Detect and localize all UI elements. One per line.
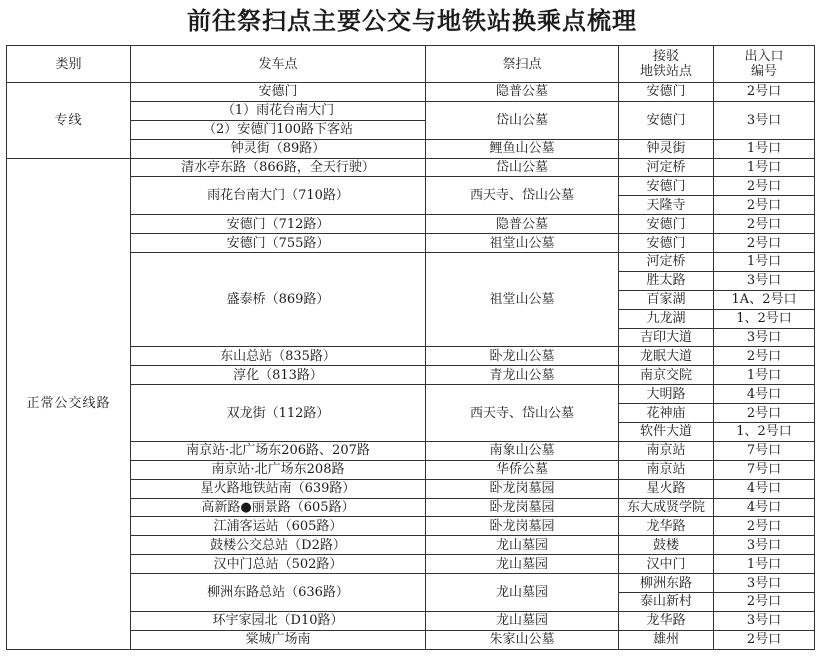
departure-cell: 棠城广场南 [131, 630, 426, 649]
cemetery-cell: 朱家山公墓 [426, 630, 619, 649]
exit-cell: 3号口 [714, 101, 815, 139]
station-cell: 鼓楼 [619, 536, 714, 555]
departure-cell: 清水亭东路（866路，全天行驶） [131, 158, 426, 177]
exit-cell: 1A、2号口 [714, 290, 815, 309]
category-regular: 正常公交线路 [7, 158, 131, 649]
header-category: 类别 [7, 46, 131, 83]
departure-cell: 淳化（813路） [131, 366, 426, 385]
departure-cell: 汉中门总站（502路） [131, 555, 426, 574]
exit-cell: 2号口 [714, 630, 815, 649]
departure-cell: 双龙街（112路） [131, 385, 426, 442]
exit-cell: 2号口 [714, 196, 815, 215]
cemetery-cell: 西天寺、岱山公墓 [426, 177, 619, 215]
station-cell: 安德门 [619, 177, 714, 196]
exit-cell: 2号口 [714, 347, 815, 366]
cemetery-cell: 龙山墓园 [426, 574, 619, 612]
exit-cell: 4号口 [714, 498, 815, 517]
cemetery-cell: 龙山墓园 [426, 555, 619, 574]
cemetery-cell: 鲤鱼山公墓 [426, 139, 619, 158]
cemetery-cell: 华侨公墓 [426, 460, 619, 479]
exit-cell: 2号口 [714, 404, 815, 423]
cemetery-cell: 隐普公墓 [426, 215, 619, 234]
exit-cell: 1号口 [714, 555, 815, 574]
header-departure: 发车点 [131, 46, 426, 83]
cemetery-cell: 岱山公墓 [426, 101, 619, 139]
category-special: 专线 [7, 83, 131, 159]
departure-cell: 鼓楼公交总站（D2路） [131, 536, 426, 555]
departure-cell: 江浦客运站（605路） [131, 517, 426, 536]
exit-cell: 2号口 [714, 215, 815, 234]
header-cemetery: 祭扫点 [426, 46, 619, 83]
station-cell: 雄州 [619, 630, 714, 649]
header-station [619, 46, 714, 83]
cemetery-cell: 龙山墓园 [426, 536, 619, 555]
station-cell: 百家湖 [619, 290, 714, 309]
departure-cell: 南京站·北广场东206路、207路 [131, 441, 426, 460]
exit-cell: 2号口 [714, 517, 815, 536]
departure-cell: 安德门 [131, 83, 426, 102]
cemetery-cell: 岱山公墓 [426, 158, 619, 177]
cemetery-cell: 卧龙岗墓园 [426, 517, 619, 536]
station-cell: 安德门 [619, 83, 714, 102]
header-exit [714, 46, 815, 83]
exit-cell: 3号口 [714, 611, 815, 630]
station-cell: 九龙湖 [619, 309, 714, 328]
table-row [7, 83, 815, 102]
station-cell: 星火路 [619, 479, 714, 498]
station-cell: 大明路 [619, 385, 714, 404]
departure-cell: 南京站·北广场东208路 [131, 460, 426, 479]
departure-cell: 高新路●丽景路（605路） [131, 498, 426, 517]
exit-cell: 7号口 [714, 460, 815, 479]
station-cell: 胜太路 [619, 271, 714, 290]
station-cell: 汉中门 [619, 555, 714, 574]
exit-cell: 1号口 [714, 139, 815, 158]
departure-cell: （2）安德门100路下客站 [131, 120, 426, 139]
cemetery-cell: 青龙山公墓 [426, 366, 619, 385]
station-cell: 花神庙 [619, 404, 714, 423]
station-cell: 柳洲东路 [619, 574, 714, 593]
station-cell: 安德门 [619, 101, 714, 139]
departure-cell: 东山总站（835路） [131, 347, 426, 366]
station-cell: 龙华路 [619, 517, 714, 536]
station-cell: 南京交院 [619, 366, 714, 385]
station-cell: 东大成贤学院 [619, 498, 714, 517]
exit-cell: 4号口 [714, 479, 815, 498]
station-cell: 安德门 [619, 234, 714, 253]
departure-cell: 雨花台南大门（710路） [131, 177, 426, 215]
cemetery-cell: 卧龙山公墓 [426, 347, 619, 366]
header-exit-line2: 编号 [750, 64, 777, 79]
cemetery-cell: 南象山公墓 [426, 441, 619, 460]
station-cell: 河定桥 [619, 253, 714, 272]
departure-cell: （1）雨花台南大门 [131, 101, 426, 120]
exit-cell: 1号口 [714, 366, 815, 385]
cemetery-cell: 隐普公墓 [426, 83, 619, 102]
exit-cell: 2号口 [714, 177, 815, 196]
exit-cell: 3号口 [714, 536, 815, 555]
departure-cell: 安德门（712路） [131, 215, 426, 234]
header-row [7, 46, 815, 83]
cemetery-cell: 祖堂山公墓 [426, 234, 619, 253]
station-cell: 龙眠大道 [619, 347, 714, 366]
exit-cell: 3号口 [714, 574, 815, 593]
departure-cell: 安德门（755路） [131, 234, 426, 253]
table-row [7, 158, 815, 177]
departure-cell: 钟灵街（89路） [131, 139, 426, 158]
exit-cell: 3号口 [714, 328, 815, 347]
station-cell: 天隆寺 [619, 196, 714, 215]
exit-cell: 2号口 [714, 83, 815, 102]
cemetery-cell: 西天寺、岱山公墓 [426, 385, 619, 442]
exit-cell: 2号口 [714, 593, 815, 612]
exit-cell: 4号口 [714, 385, 815, 404]
station-cell: 泰山新村 [619, 593, 714, 612]
cemetery-cell: 卧龙岗墓园 [426, 498, 619, 517]
exit-cell: 1、2号口 [714, 309, 815, 328]
station-cell: 软件大道 [619, 423, 714, 442]
transfer-table [6, 45, 815, 650]
exit-cell: 1号口 [714, 158, 815, 177]
exit-cell: 2号口 [714, 234, 815, 253]
station-cell: 安德门 [619, 215, 714, 234]
exit-cell: 3号口 [714, 271, 815, 290]
header-exit-line1: 出入口 [744, 49, 784, 64]
exit-cell: 1号口 [714, 253, 815, 272]
departure-cell: 盛泰桥（869路） [131, 253, 426, 347]
cemetery-cell: 卧龙岗墓园 [426, 479, 619, 498]
departure-cell: 柳洲东路总站（636路） [131, 574, 426, 612]
station-cell: 龙华路 [619, 611, 714, 630]
departure-cell: 环宇家园北（D10路） [131, 611, 426, 630]
station-cell: 吉印大道 [619, 328, 714, 347]
station-cell: 钟灵街 [619, 139, 714, 158]
departure-cell: 星火路地铁站南（639路） [131, 479, 426, 498]
cemetery-cell: 祖堂山公墓 [426, 253, 619, 347]
station-cell: 河定桥 [619, 158, 714, 177]
header-station-line1: 接驳 [652, 49, 679, 64]
station-cell: 南京站 [619, 460, 714, 479]
exit-cell: 1、2号口 [714, 423, 815, 442]
cemetery-cell: 龙山墓园 [426, 611, 619, 630]
exit-cell: 7号口 [714, 441, 815, 460]
station-cell: 南京站 [619, 441, 714, 460]
page-title: 前往祭扫点主要公交与地铁站换乘点梳理 [187, 7, 637, 35]
header-station-line2: 地铁站点 [639, 64, 692, 79]
